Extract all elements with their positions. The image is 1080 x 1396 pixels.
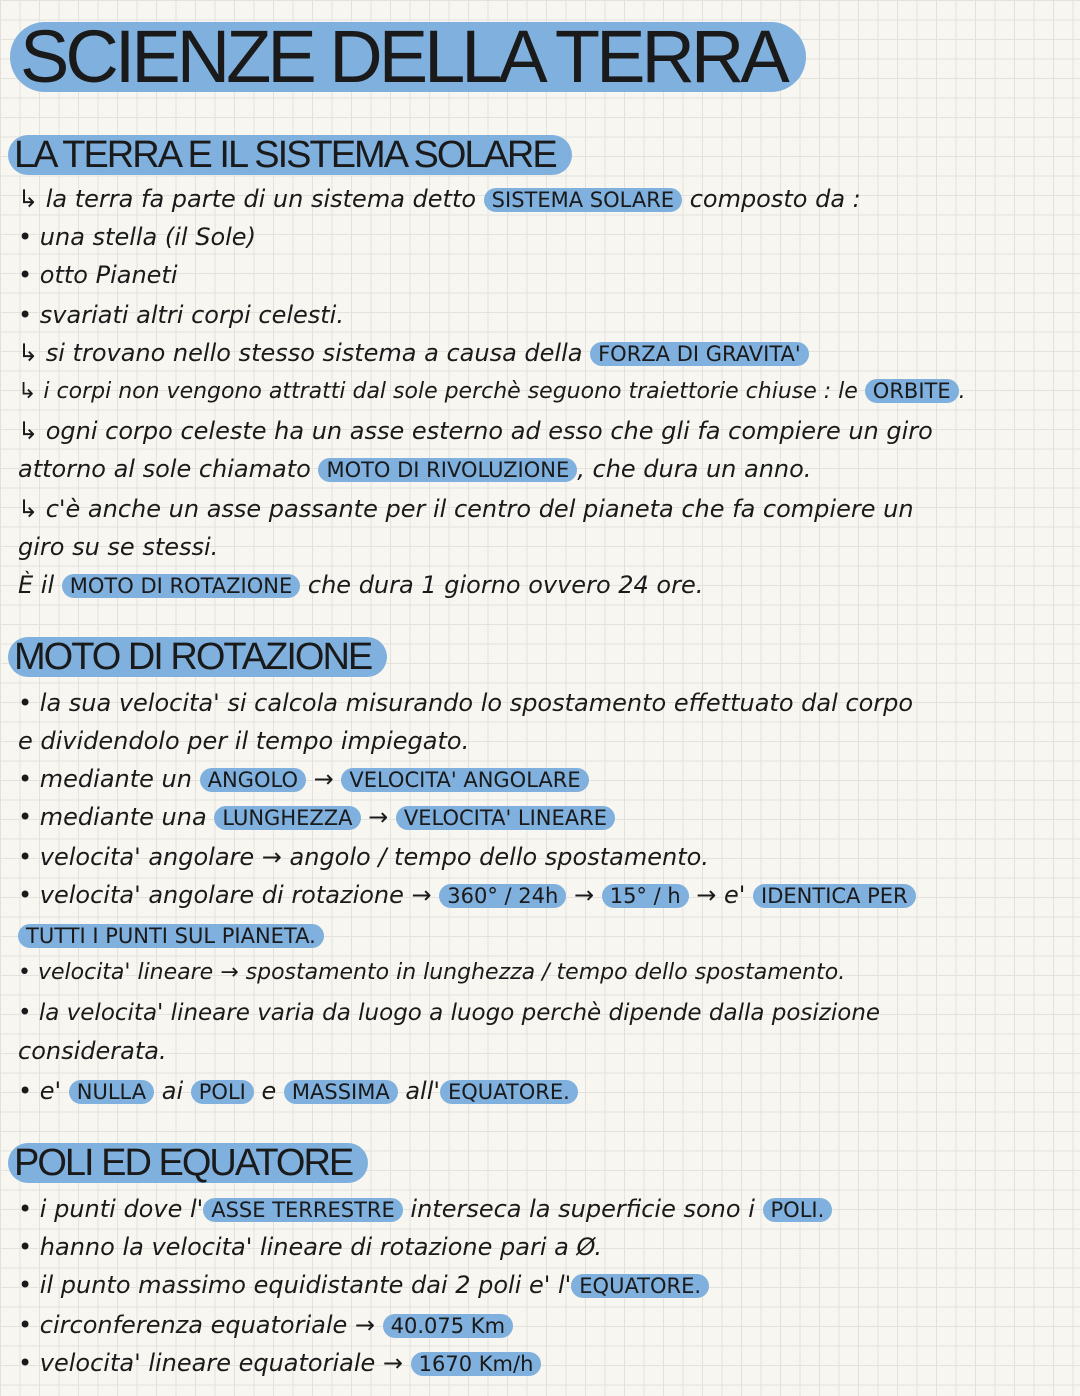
keyword-highlight: MOTO DI ROTAZIONE [62,574,301,598]
text-line: ↳ ogni corpo celeste ha un asse esterno ad esso che gli fa compiere un giro [18,417,933,445]
keyword-highlight: TUTTI I PUNTI SUL PIANETA. [18,924,324,948]
text-line: • una stella (il Sole) [18,223,256,251]
text-line: • la sua velocita' si calcola misurando lo spostamento effettuato dal corpo [18,689,914,717]
text-line: • e' NULLA ai POLI e MASSIMA all' EQUATORE. [18,1072,578,1111]
text-line: • circonferenza equatoriale → 40.075 Km [18,1306,513,1345]
text-line: • mediante una LUNGHEZZA → VELOCITA' LINEARE [18,798,615,837]
text-line: considerata. [18,1037,167,1065]
text-line: attorno al sole chiamato MOTO DI RIVOLUZIONE , che dura un anno. [18,455,812,483]
keyword-highlight: ASSE TERRESTRE [203,1198,403,1222]
text-line: • velocita' lineare → spostamento in lunghezza / tempo dello spostamento. [18,960,846,985]
keyword-highlight: VELOCITA' ANGOLARE [341,768,588,792]
keyword-highlight: ANGOLO [200,768,306,792]
keyword-highlight: 1670 Km/h [411,1352,542,1376]
keyword-highlight: EQUATORE. [440,1080,578,1104]
text-line: • velocita' angolare → angolo / tempo dello spostamento. [18,843,709,871]
text-line: ↳ la terra fa parte di un sistema detto SISTEMA SOLARE composto da : [18,185,861,213]
text-line: e dividendolo per il tempo impiegato. [18,727,470,755]
text-line: ↳ si trovano nello stesso sistema a causa della FORZA DI GRAVITA' [18,334,809,373]
text-line: • il punto massimo equidistante dai 2 poli e' l' EQUATORE. [18,1266,709,1305]
keyword-highlight: POLI [191,1080,254,1104]
text-line: • svariati altri corpi celesti. [18,301,344,329]
keyword-highlight: SISTEMA SOLARE [484,188,682,212]
keyword-highlight: VELOCITA' LINEARE [396,806,615,830]
keyword-highlight: FORZA DI GRAVITA' [590,342,809,366]
keyword-highlight: 40.075 Km [383,1314,513,1338]
text-line: giro su se stessi. [18,533,219,561]
text-line: • velocita' angolare di rotazione → 360° / 24h → 15° / h → e' IDENTICA PER [18,876,916,915]
keyword-highlight: EQUATORE. [571,1274,709,1298]
text-line: • i punti dove l' ASSE TERRESTRE interseca la superficie sono i POLI. [18,1190,832,1229]
text-line: È il MOTO DI ROTAZIONE che dura 1 giorno ovvero 24 ore. [18,571,704,599]
text-line [18,916,324,955]
page-title [10,14,786,98]
text-line: ↳ c'è anche un asse passante per il centro del pianeta che fa compiere un [18,495,914,523]
section-heading-solar-system: LA TERRA E IL SISTEMA SOLARE [8,134,572,177]
keyword-highlight: ORBITE [865,379,959,403]
text-line: • mediante un ANGOLO → VELOCITA' ANGOLARE [18,760,589,799]
keyword-highlight: LUNGHEZZA [214,806,360,830]
keyword-highlight: MOTO DI RIVOLUZIONE [318,458,577,482]
keyword-highlight: NULLA [69,1080,154,1104]
text-line: • hanno la velocita' lineare di rotazione pari a Ø. [18,1233,602,1261]
section-heading-poles: POLI ED EQUATORE [8,1142,368,1185]
title-highlight: SCIENZE DELLA TERRA [10,22,806,92]
text-line: ↳ i corpi non vengono attratti dal sole perchè seguono traiettorie chiuse : le ORBITE . [18,379,966,404]
text-line: • otto Pianeti [18,261,178,289]
keyword-highlight: IDENTICA PER [753,884,916,908]
keyword-highlight: POLI. [763,1198,833,1222]
text-line: • la velocita' lineare varia da luogo a luogo perchè dipende dalla posizione [18,1000,881,1026]
text-line: • velocita' lineare equatoriale → 1670 Km/h [18,1344,541,1383]
keyword-highlight: 360° / 24h [439,884,566,908]
keyword-highlight: MASSIMA [284,1080,398,1104]
keyword-highlight: 15° / h [602,884,689,908]
section-heading-rotation: MOTO DI ROTAZIONE [8,636,387,679]
